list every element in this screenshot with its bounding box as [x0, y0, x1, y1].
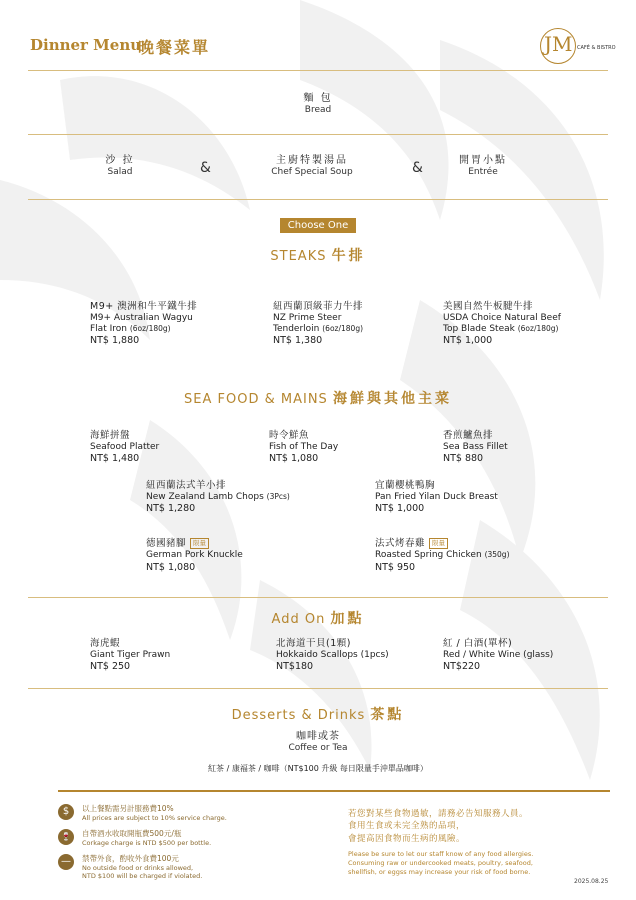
- menu-item: [269, 430, 338, 465]
- desserts-title-zh: 茶點: [370, 707, 405, 723]
- allergy-line: Consuming raw or undercooked meats, poultry, seafood,: [348, 858, 533, 867]
- soup-zh: 主廚特製湯品: [276, 155, 348, 166]
- item-name-en: Giant Tiger Prawn: [90, 649, 171, 660]
- item-name-en: Top Blade Steak: [443, 324, 515, 335]
- item-name-en: NZ Prime Steer: [273, 312, 342, 323]
- item-name-en: German Pork Knuckle: [146, 550, 243, 561]
- header-divider: [28, 70, 608, 71]
- item-name-en: USDA Choice Natural Beef: [443, 312, 561, 323]
- item-name-en: Seafood Platter: [90, 441, 160, 452]
- corkage-en: Corkage charge is NTD $500 per bottle.: [82, 838, 212, 847]
- item-weight: (6oz/180g): [129, 324, 171, 334]
- item-name-zh: 海鮮拼盤: [90, 430, 131, 441]
- corkage-zh: 自帶酒水收取開瓶費500元/瓶: [82, 829, 182, 838]
- item-name-zh: 北海道干貝(1顆): [276, 638, 351, 649]
- seafood-title-zh: 海鮮與其他主菜: [332, 391, 452, 407]
- item-name-en: Pan Fried Yilan Duck Breast: [375, 491, 498, 502]
- item-price: NT$ 950: [375, 561, 416, 573]
- divider: [28, 688, 608, 689]
- salad-zh: 沙 拉: [105, 155, 135, 166]
- menu-item: [146, 480, 290, 515]
- item-name-en: Sea Bass Fillet: [443, 441, 508, 452]
- addon-section-title: [0, 608, 636, 628]
- menu-item: [443, 301, 561, 347]
- menu-item: [375, 538, 510, 573]
- bread-zh: 麵 包: [303, 93, 333, 104]
- item-name-en: Hokkaido Scallops (1pcs): [276, 649, 389, 660]
- allergy-line: 食用生食或未完全熟的品項，: [348, 821, 466, 832]
- item-name-zh: 海虎蝦: [90, 638, 121, 649]
- item-name-en: Fish of The Day: [269, 441, 339, 452]
- ampersand: &: [412, 160, 423, 176]
- item-name-zh: 香煎鱸魚排: [443, 430, 494, 441]
- menu-title-english: Dinner Menu: [30, 36, 142, 54]
- salad-en: Salad: [107, 167, 133, 177]
- item-price: NT$ 1,480: [90, 453, 140, 465]
- outside-food-zh: 禁帶外食，酌收外食費100元: [82, 854, 179, 863]
- menu-title-chinese: 晚餐菜單: [138, 38, 211, 57]
- item-name-zh: 紐西蘭法式羊小排: [146, 480, 227, 491]
- wine-bottle-icon: 🍷: [58, 829, 74, 845]
- allergy-notice-zh: [348, 808, 528, 845]
- item-price: NT$ 1,880: [90, 335, 140, 347]
- item-weight: (6oz/180g): [322, 324, 364, 334]
- item-price: NT$ 880: [443, 453, 484, 465]
- limited-badge: 限量: [190, 538, 209, 549]
- divider: [28, 199, 608, 200]
- service-charge-note: [60, 804, 227, 822]
- allergy-line: 若您對某些食物過敏，請務必告知服務人員。: [348, 809, 529, 819]
- item-name-zh: 宜蘭櫻桃鴨胸: [375, 480, 436, 491]
- coffee-zh: 咖啡或茶: [296, 731, 340, 742]
- entree-en: Entrée: [468, 167, 498, 177]
- seafood-section-title: [0, 388, 636, 408]
- divider: [28, 597, 608, 598]
- bread-en: Bread: [304, 105, 332, 115]
- logo-mark: JM: [544, 32, 573, 56]
- addon-title-en: Add On: [271, 612, 326, 627]
- menu-item: [273, 301, 363, 347]
- allergy-notice-en: [348, 850, 533, 876]
- item-name-en: Flat Iron: [90, 324, 127, 335]
- outside-food-note: [60, 854, 202, 881]
- item-name-zh: 紅 / 白酒(單杯): [443, 638, 513, 649]
- service-charge-en: All prices are subject to 10% service charge.: [82, 813, 227, 822]
- item-name-en: Roasted Spring Chicken: [375, 550, 482, 561]
- item-weight: (6oz/180g): [517, 324, 559, 334]
- menu-item: [443, 430, 508, 465]
- allergy-line: shellfish, or eggss may increase your risk of food borne.: [348, 867, 531, 876]
- logo-text: CAFÉ & BISTRO: [577, 45, 616, 51]
- steaks-section-title: [0, 245, 636, 265]
- menu-item: [90, 430, 159, 465]
- dollar-icon: $: [58, 804, 74, 820]
- item-name-zh: M9+ 澳洲和牛平鐵牛排: [90, 301, 198, 312]
- allergy-line: 會提高因食物而生病的風險。: [348, 833, 466, 844]
- item-price: NT$220: [443, 661, 481, 673]
- entree-zh: 開胃小點: [459, 155, 507, 166]
- menu-item: [146, 538, 243, 573]
- item-name-en: Red / White Wine (glass): [443, 649, 554, 660]
- item-price: NT$ 250: [90, 661, 131, 673]
- item-price: NT$180: [276, 661, 314, 673]
- divider: [28, 134, 608, 135]
- item-name-zh: 美國自然牛板腱牛排: [443, 301, 534, 312]
- allergy-line: Please be sure to let our staff know of any food allergies.: [348, 850, 534, 858]
- drink-options: 紅茶 / 康福茶 / 咖啡（NT$100 升級 每日限量手沖單品咖啡）: [208, 764, 428, 773]
- coffee-item: [268, 730, 368, 755]
- item-price: NT$ 1,000: [443, 335, 493, 347]
- item-name-zh: 德國豬腳: [146, 538, 187, 549]
- item-price: NT$ 1,380: [273, 335, 323, 347]
- steaks-title-zh: 牛排: [331, 248, 366, 264]
- menu-date: 2025.08.25: [574, 878, 609, 885]
- soup-en: Chef Special Soup: [271, 167, 353, 177]
- corkage-note: [60, 829, 211, 847]
- service-charge-zh: 以上餐點需另計服務費10%: [82, 804, 174, 813]
- menu-item: [90, 638, 170, 673]
- steaks-title-en: STEAKS: [270, 249, 327, 264]
- item-note: (3Pcs): [266, 491, 290, 501]
- item-price: NT$ 1,080: [146, 561, 196, 573]
- desserts-section-title: [0, 704, 636, 724]
- choose-one-badge: Choose One: [280, 218, 356, 233]
- item-price: NT$ 1,280: [146, 503, 196, 515]
- jm-logo: [540, 28, 616, 68]
- menu-item: [375, 480, 498, 515]
- outside-food-en: No outside food or drinks allowed,: [82, 863, 194, 872]
- ampersand: &: [200, 160, 211, 176]
- item-name-en: New Zealand Lamb Chops: [146, 491, 264, 502]
- salad-item: [90, 154, 150, 179]
- item-name-en: M9+ Australian Wagyu: [90, 312, 193, 323]
- desserts-title-en: Desserts & Drinks: [231, 708, 366, 723]
- menu-item: [90, 301, 197, 347]
- item-name-en: Tenderloin: [273, 324, 320, 335]
- limited-badge: 限量: [429, 538, 448, 549]
- entree-item: [448, 154, 518, 179]
- item-price: NT$ 1,080: [269, 453, 319, 465]
- seafood-title-en: SEA FOOD & MAINS: [184, 392, 328, 407]
- no-entry-icon: —: [58, 854, 74, 870]
- menu-item: [443, 638, 553, 673]
- menu-item: [276, 638, 389, 673]
- addon-title-zh: 加點: [330, 611, 365, 627]
- item-name-zh: 法式烤春雞: [375, 538, 426, 549]
- item-price: NT$ 1,000: [375, 503, 425, 515]
- soup-item: [252, 154, 372, 179]
- item-name-zh: 紐西蘭頂級菲力牛排: [273, 301, 364, 312]
- outside-food-en: NTD $100 will be charged if violated.: [82, 872, 203, 881]
- bread-item: [268, 92, 368, 117]
- coffee-en: Coffee or Tea: [288, 743, 348, 753]
- item-note: (350g): [484, 550, 510, 560]
- item-name-zh: 時令鮮魚: [269, 430, 310, 441]
- footer-divider: [58, 790, 610, 792]
